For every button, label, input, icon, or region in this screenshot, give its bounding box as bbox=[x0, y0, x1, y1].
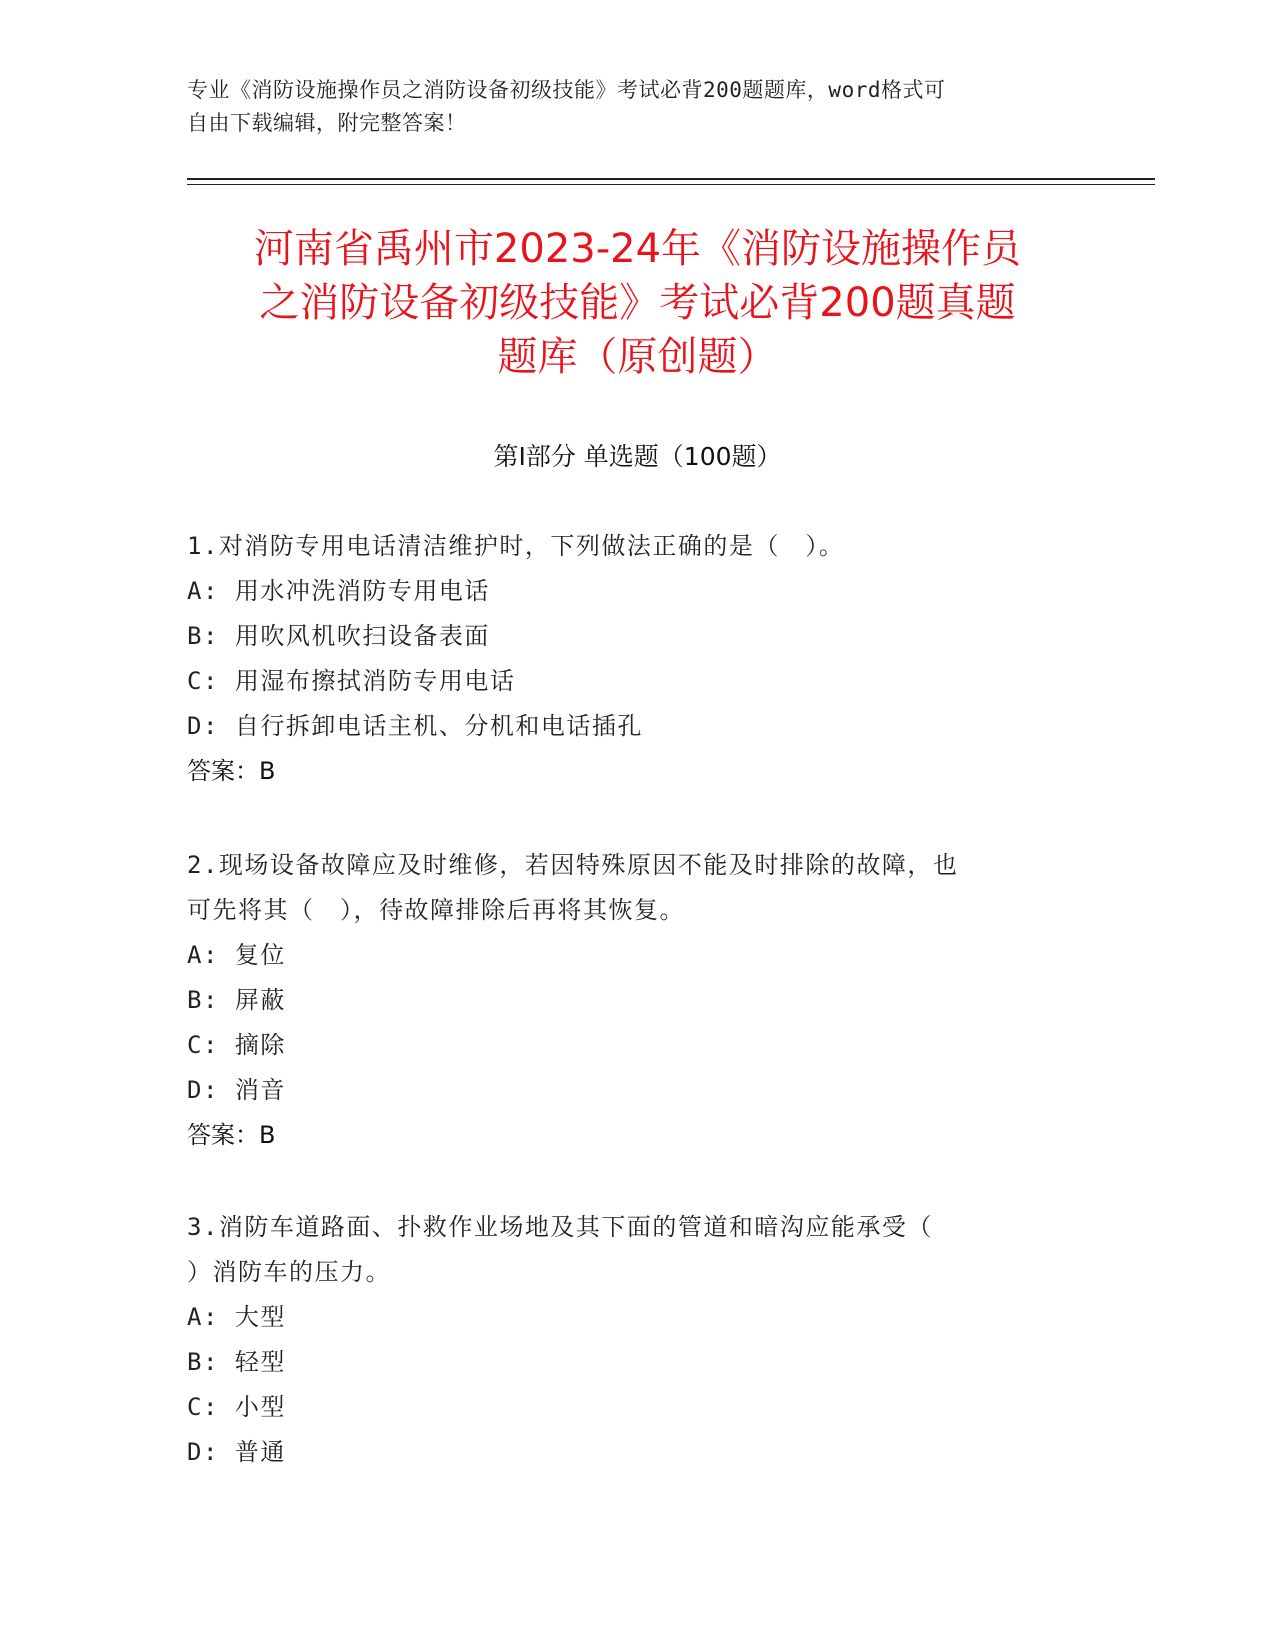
header-divider-thick bbox=[187, 178, 1155, 180]
question-stem: ）消防车的压力。 bbox=[187, 1258, 391, 1286]
title-line: 河南省禹州市2023-24年《消防设施操作员 bbox=[253, 226, 1022, 272]
question-3 bbox=[187, 1205, 1067, 1475]
option-a: A: 用水冲洗消防专用电话 bbox=[187, 577, 490, 605]
question-1 bbox=[187, 524, 1067, 794]
option-a: A: 复位 bbox=[187, 941, 286, 969]
option-b: B: 屏蔽 bbox=[187, 986, 286, 1014]
answer: 答案：B bbox=[187, 1121, 276, 1149]
option-c: C: 小型 bbox=[187, 1393, 286, 1421]
option-b: B: 轻型 bbox=[187, 1348, 286, 1376]
header-divider-thin bbox=[187, 184, 1155, 185]
header-note bbox=[187, 74, 1067, 140]
header-note-line: 专业《消防设施操作员之消防设备初级技能》考试必背200题题库，word格式可 bbox=[187, 78, 946, 102]
title-line: 题库（原创题） bbox=[497, 334, 778, 380]
option-c: C: 用湿布擦拭消防专用电话 bbox=[187, 667, 516, 695]
option-c: C: 摘除 bbox=[187, 1031, 286, 1059]
title-line: 之消防设备初级技能》考试必背200题真题 bbox=[259, 280, 1016, 326]
option-b: B: 用吹风机吹扫设备表面 bbox=[187, 622, 490, 650]
question-stem: 2.现场设备故障应及时维修，若因特殊原因不能及时排除的故障，也 bbox=[187, 851, 959, 879]
header-note-line: 自由下载编辑，附完整答案！ bbox=[187, 111, 467, 135]
question-stem: 可先将其（ ），待故障排除后再将其恢复。 bbox=[187, 896, 685, 924]
option-a: A: 大型 bbox=[187, 1303, 286, 1331]
question-stem: 3.消防车道路面、扑救作业场地及其下面的管道和暗沟应能承受（ bbox=[187, 1213, 933, 1241]
option-d: D: 消音 bbox=[187, 1076, 286, 1104]
document-title bbox=[160, 222, 1115, 384]
option-d: D: 自行拆卸电话主机、分机和电话插孔 bbox=[187, 712, 643, 740]
option-d: D: 普通 bbox=[187, 1438, 286, 1466]
question-2 bbox=[187, 843, 1067, 1158]
section-heading: 第Ⅰ部分 单选题（100题） bbox=[493, 442, 782, 471]
question-stem: 1.对消防专用电话清洁维护时，下列做法正确的是（ ）。 bbox=[187, 532, 845, 560]
answer: 答案：B bbox=[187, 757, 276, 785]
